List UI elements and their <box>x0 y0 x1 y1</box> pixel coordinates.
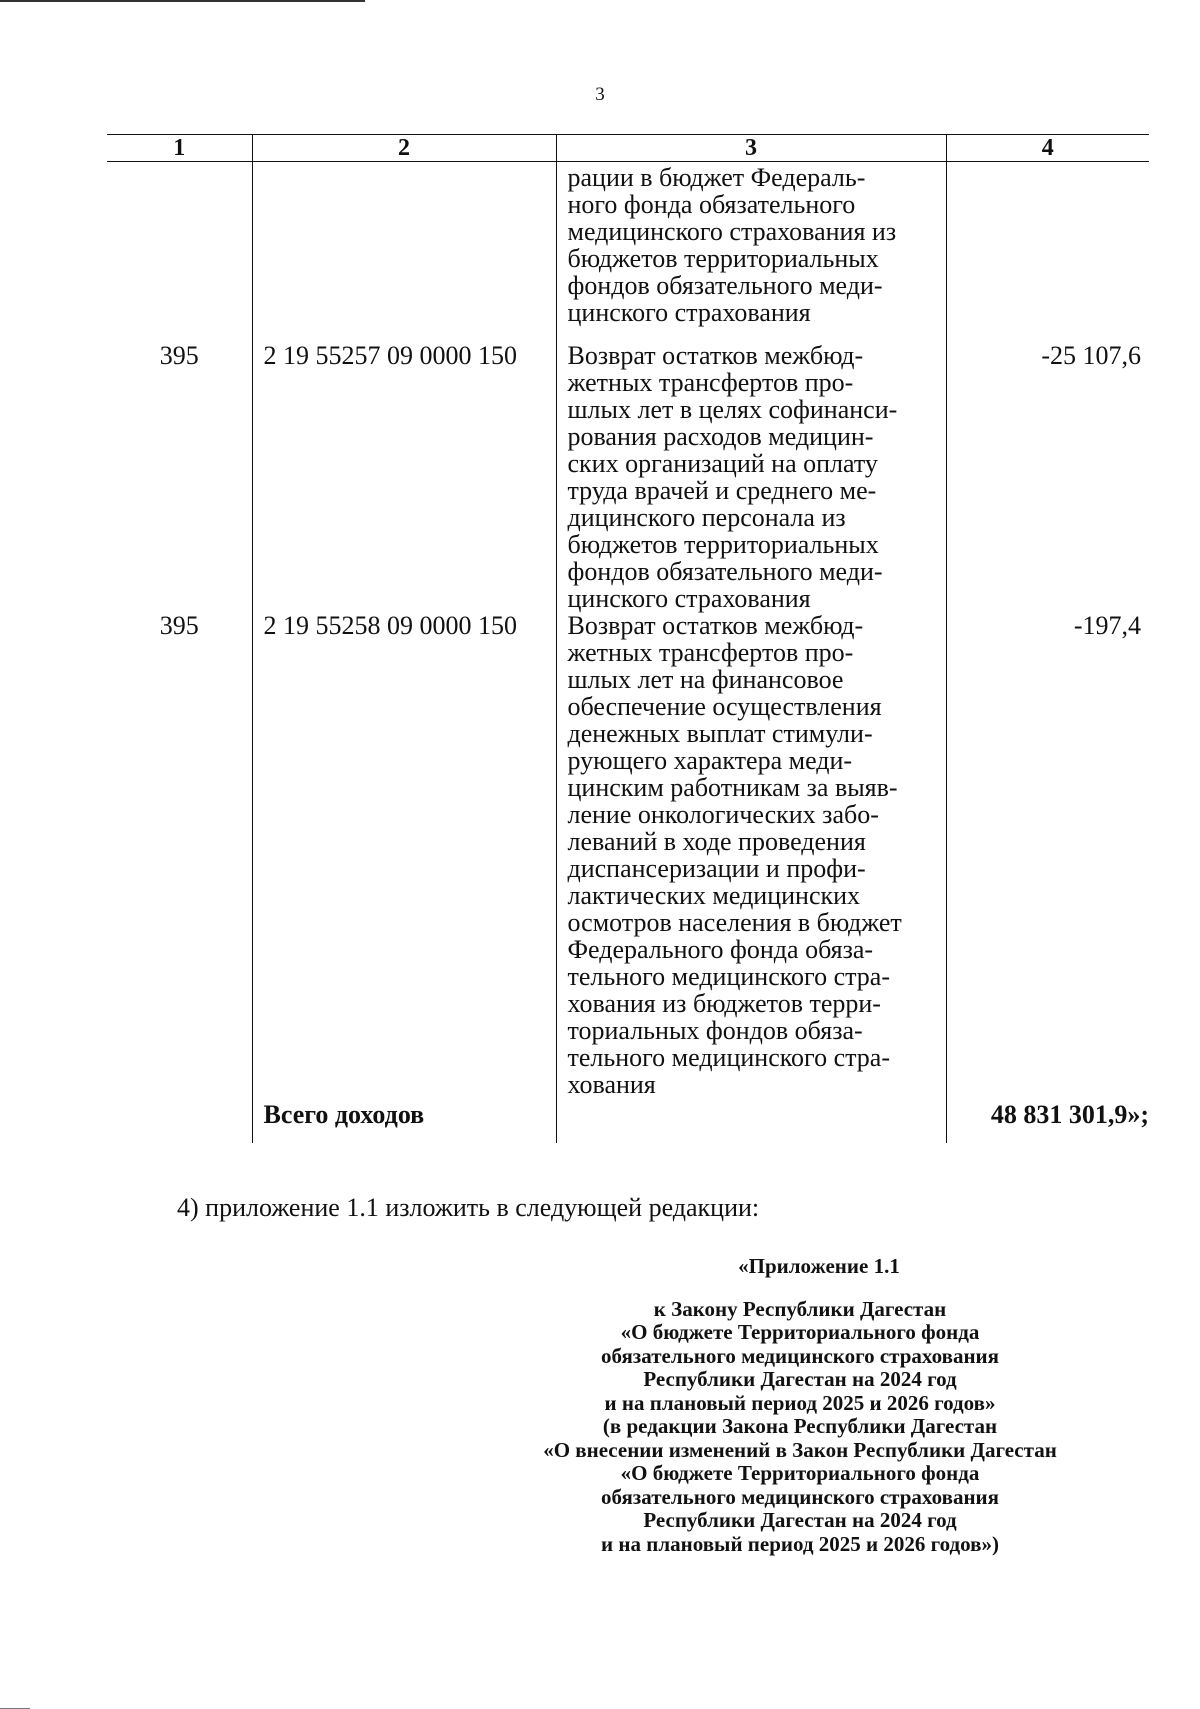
appendix-line: (в редакции Закона Республики Дагестан <box>602 1414 998 1438</box>
column-header-2: 2 <box>252 135 556 162</box>
appendix-line: к Закону Республики Дагестан <box>653 1296 947 1321</box>
description-line: жетных трансфертов про- <box>567 638 854 667</box>
description-line: ториальных фондов обяза- <box>567 1016 863 1045</box>
cell-empty <box>252 162 556 343</box>
appendix-title: «Приложение 1.1 <box>738 1254 900 1278</box>
table-row-continuation <box>107 162 1149 343</box>
description-line: Федерального фонда обяза- <box>567 935 874 964</box>
cell-amount: -197,4 <box>946 612 1149 1098</box>
cell-empty <box>556 1098 946 1143</box>
cell-empty <box>946 162 1149 343</box>
total-label: Всего доходов <box>252 1098 556 1143</box>
description-line: цинским работникам за выяв- <box>567 773 898 802</box>
appendix-line: и на плановый период 2025 и 2026 годов») <box>601 1531 999 1556</box>
appendix-line: обязательного медицинского страхования <box>600 1343 1000 1368</box>
column-header-3: 3 <box>556 135 946 162</box>
cell-budget-code: 2 19 55257 09 0000 150 <box>252 342 556 612</box>
description-line: рующего характера меди- <box>567 746 853 775</box>
scan-edge-rule <box>0 0 365 2</box>
table-header-row <box>107 135 1149 162</box>
description-line: фондов обязательного меди- <box>567 557 883 586</box>
amendment-instruction: 4) приложение 1.1 изложить в следующей редакции: <box>177 1193 760 1222</box>
description-line: тельного медицинского стра- <box>567 1043 890 1072</box>
description-line: денежных выплат стимули- <box>567 719 873 748</box>
description-line: тельного медицинского стра- <box>567 962 890 991</box>
table-row <box>107 612 1149 1098</box>
cell-amount: -25 107,6 <box>946 342 1149 612</box>
column-header-4: 4 <box>946 135 1149 162</box>
description-line: осмотров населения в бюджет <box>567 908 902 937</box>
description-line: лактических медицинских <box>567 881 861 910</box>
description-line: ного фонда обязательного <box>567 190 856 219</box>
description-line: леваний в ходе проведения <box>567 827 866 856</box>
page-number: 3 <box>595 84 605 105</box>
cell-admin-code: 395 <box>159 341 199 370</box>
description-line: шлых лет в целях софинанси- <box>567 395 898 424</box>
description-line: диспансеризации и профи- <box>567 854 866 883</box>
appendix-line: обязательного медицинского страхования <box>600 1484 1000 1509</box>
description-line: цинского страхования <box>567 298 811 327</box>
cell-empty <box>107 1098 252 1143</box>
appendix-line: «О внесении изменений в Закон Республики Дагестан <box>543 1437 1057 1462</box>
description-line: хования <box>567 1070 656 1099</box>
description-line: Возврат остатков межбюд- <box>567 341 864 370</box>
description-line: жетных трансфертов про- <box>567 368 854 397</box>
total-amount: 48 831 301,9»; <box>946 1098 1149 1143</box>
description-line: рации в бюджет Федераль- <box>567 163 866 192</box>
description-line: ских организаций на оплату <box>567 449 878 478</box>
table-row <box>107 342 1149 612</box>
table-row-total <box>107 1098 1149 1143</box>
appendix-line: «О бюджете Территориального фонда <box>620 1320 980 1344</box>
cell-description <box>556 612 946 1098</box>
description-line: бюджетов территориальных <box>567 244 879 273</box>
description-line: Возврат остатков межбюд- <box>567 611 864 640</box>
description-line: цинского страхования <box>567 584 811 613</box>
cell-description <box>556 342 946 612</box>
description-line: бюджетов территориальных <box>567 530 879 559</box>
description-line: ление онкологических забо- <box>567 800 879 829</box>
description-line: фондов обязательного меди- <box>567 271 883 300</box>
appendix-line: и на плановый период 2025 и 2026 годов» <box>604 1390 996 1415</box>
cell-description <box>556 162 946 343</box>
cell-admin-code: 395 <box>159 611 199 640</box>
revenue-table <box>107 134 1149 1143</box>
column-header-1: 1 <box>107 135 252 162</box>
description-line: медицинского страхования из <box>567 217 897 246</box>
description-line: обеспечение осуществления <box>567 692 882 721</box>
description-line: шлых лет на финансовое <box>567 665 844 694</box>
description-line: хования из бюджетов терри- <box>567 989 881 1018</box>
table-header <box>107 135 1149 162</box>
appendix-line: Республики Дагестан на 2024 год <box>643 1508 957 1532</box>
appendix-line: «О бюджете Территориального фонда <box>620 1461 980 1485</box>
appendix-line: Республики Дагестан на 2024 год <box>643 1367 957 1391</box>
appendix-heading <box>510 1255 1090 1556</box>
cell-empty <box>107 162 252 343</box>
cell-budget-code: 2 19 55258 09 0000 150 <box>252 612 556 1098</box>
description-line: дицинского персонала из <box>567 503 846 532</box>
description-line: труда врачей и среднего ме- <box>567 476 877 505</box>
description-line: рования расходов медицин- <box>567 422 874 451</box>
